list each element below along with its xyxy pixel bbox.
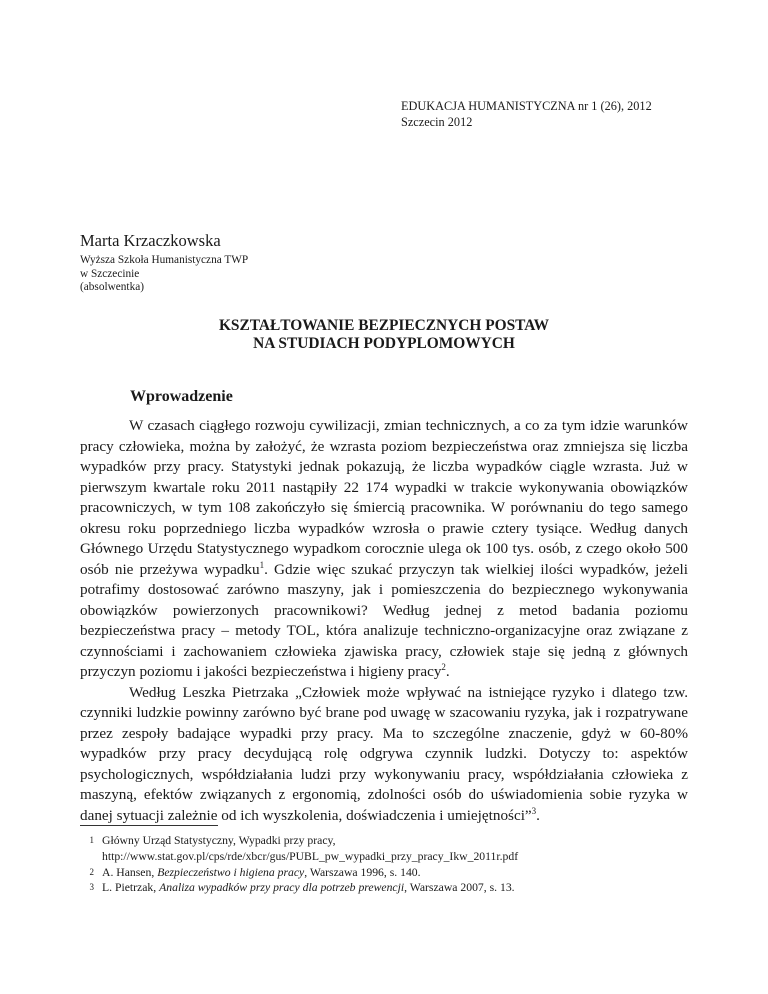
footnote-divider [80,825,218,826]
paragraph [80,416,688,683]
footnote-ref: 1 [259,559,265,570]
footnote-publication: , Warszawa 2007, s. 13. [404,881,515,895]
footnote [80,880,688,896]
footnote-publication: , Warszawa 1996, s. 140. [304,865,421,879]
footnote-number: 2 [89,866,94,877]
footnote-author: L. Pietrzak, [102,881,160,895]
footnote [80,865,688,881]
paragraph [80,683,688,827]
journal-place-year: Szczecin 2012 [401,115,473,129]
article-body [80,416,688,826]
article-title [80,317,688,353]
footnote-ref: 2 [441,661,446,672]
journal-header [401,98,652,130]
footnote-text [102,865,688,881]
footnote [80,833,688,865]
paragraph-text: . [536,806,540,824]
affiliation-line: (absolwentka) [80,281,144,293]
author-block [80,231,248,295]
footnote-text [102,880,688,896]
title-line: KSZTAŁTOWANIE BEZPIECZNYCH POSTAW [218,317,550,334]
footnote-book-title: Analiza wypadków przy pracy dla potrzeb prewencji [159,881,405,895]
title-line: NA STUDIACH PODYPLOMOWYCH [253,335,515,352]
footnote-ref: 3 [531,805,537,816]
paragraph-text: . [445,663,450,680]
footnote-number: 3 [89,882,94,893]
paragraph-text: . Gdzie więc szukać przyczyn tak wielkiej ilości wypadków, jeżeli potrafimy dostosować zarówno maszyny, jak i pomieszczenia do bezpiecznego wykonywania obowiązków powierzonych pracownikowi? Według jednej z metod badania poziomu bezpieczeństwa pracy – metody TOL, która analizuje techniczno-organizacyjne oraz związane z czynnościami i zachowaniem człowieka zjawiska pracy, człowiek staje się jedną z głównych przyczyn poziomu i jakości bezpieczeństwa i higieny pracy [80,560,688,680]
affiliation-line: Wyższa Szkoła Humanistyczna TWP [80,254,249,266]
footnotes [80,833,688,896]
footnote-number: 1 [89,835,94,845]
footnote-author: A. Hansen, [102,865,158,879]
paragraph-text: W czasach ciągłego rozwoju cywilizacji, zmian technicznych, a co za tym idzie warunków pracy człowieka, można by założyć, że wzrasta poziom bezpieczeństwa oraz zmniejsza się liczba wypadków przy pracy. Statystyki jednak pokazują, że liczba wypadków ciągle wzrasta. Już w pierwszym kwartale roku 2011 nastąpiły 22 174 wypadki w trakcie wykonywania obowiązków pracowniczych, w tym 108 zakończyło się śmiercią pracownika. W porównaniu do tego samego okresu roku poprzedniego liczba wypadków wzrosła o prawie cztery tysiące. Według danych Głównego Urzędu Statystycznego wypadkom corocznie ulega ok 100 tys. osób, z czego około 500 osób nie przeżywa wypadku [80,417,688,578]
footnote-text: Główny Urząd Statystyczny, Wypadki przy pracy, http://www.stat.gov.pl/cps/rde/xbcr/gus/PUBL_pw_wypadki_przy_pracy_Ikw_2011r.pdf [102,834,519,863]
footnote-book-title: Bezpieczeństwo i higiena pracy [157,865,305,879]
affiliation-line: w Szczecinie [80,267,140,280]
journal-title: EDUKACJA HUMANISTYCZNA nr 1 (26), 2012 [401,99,652,113]
author-affiliation [80,254,248,295]
paragraph-text: Według Leszka Pietrzaka „Człowiek może wpływać na istniejące ryzyko i dlatego tzw. czynniki ludzkie powinny zarówno być brane pod uwagę w szacowaniu ryzyka, jak i rozpatrywane przez zespoły badające wypadki przy pracy. Ma to szczególne znaczenie, gdyż w 60-80% wypadków przy pracy decydującą rolę odgrywa czynnik ludzki. Dotyczy to: aspektów psychologicznych, współdziałania ludzi przy wykonywaniu pracy, współdziałania człowieka z maszyną, efektów związanych z ergonomią, zdolności osób do uświadomienia sobie ryzyka w danej sytuacji zależnie od ich wyszkolenia, doświadczenia i umiejętności” [80,683,688,824]
author-name: Marta Krzaczkowska [80,231,221,250]
section-heading: Wprowadzenie [130,388,233,405]
